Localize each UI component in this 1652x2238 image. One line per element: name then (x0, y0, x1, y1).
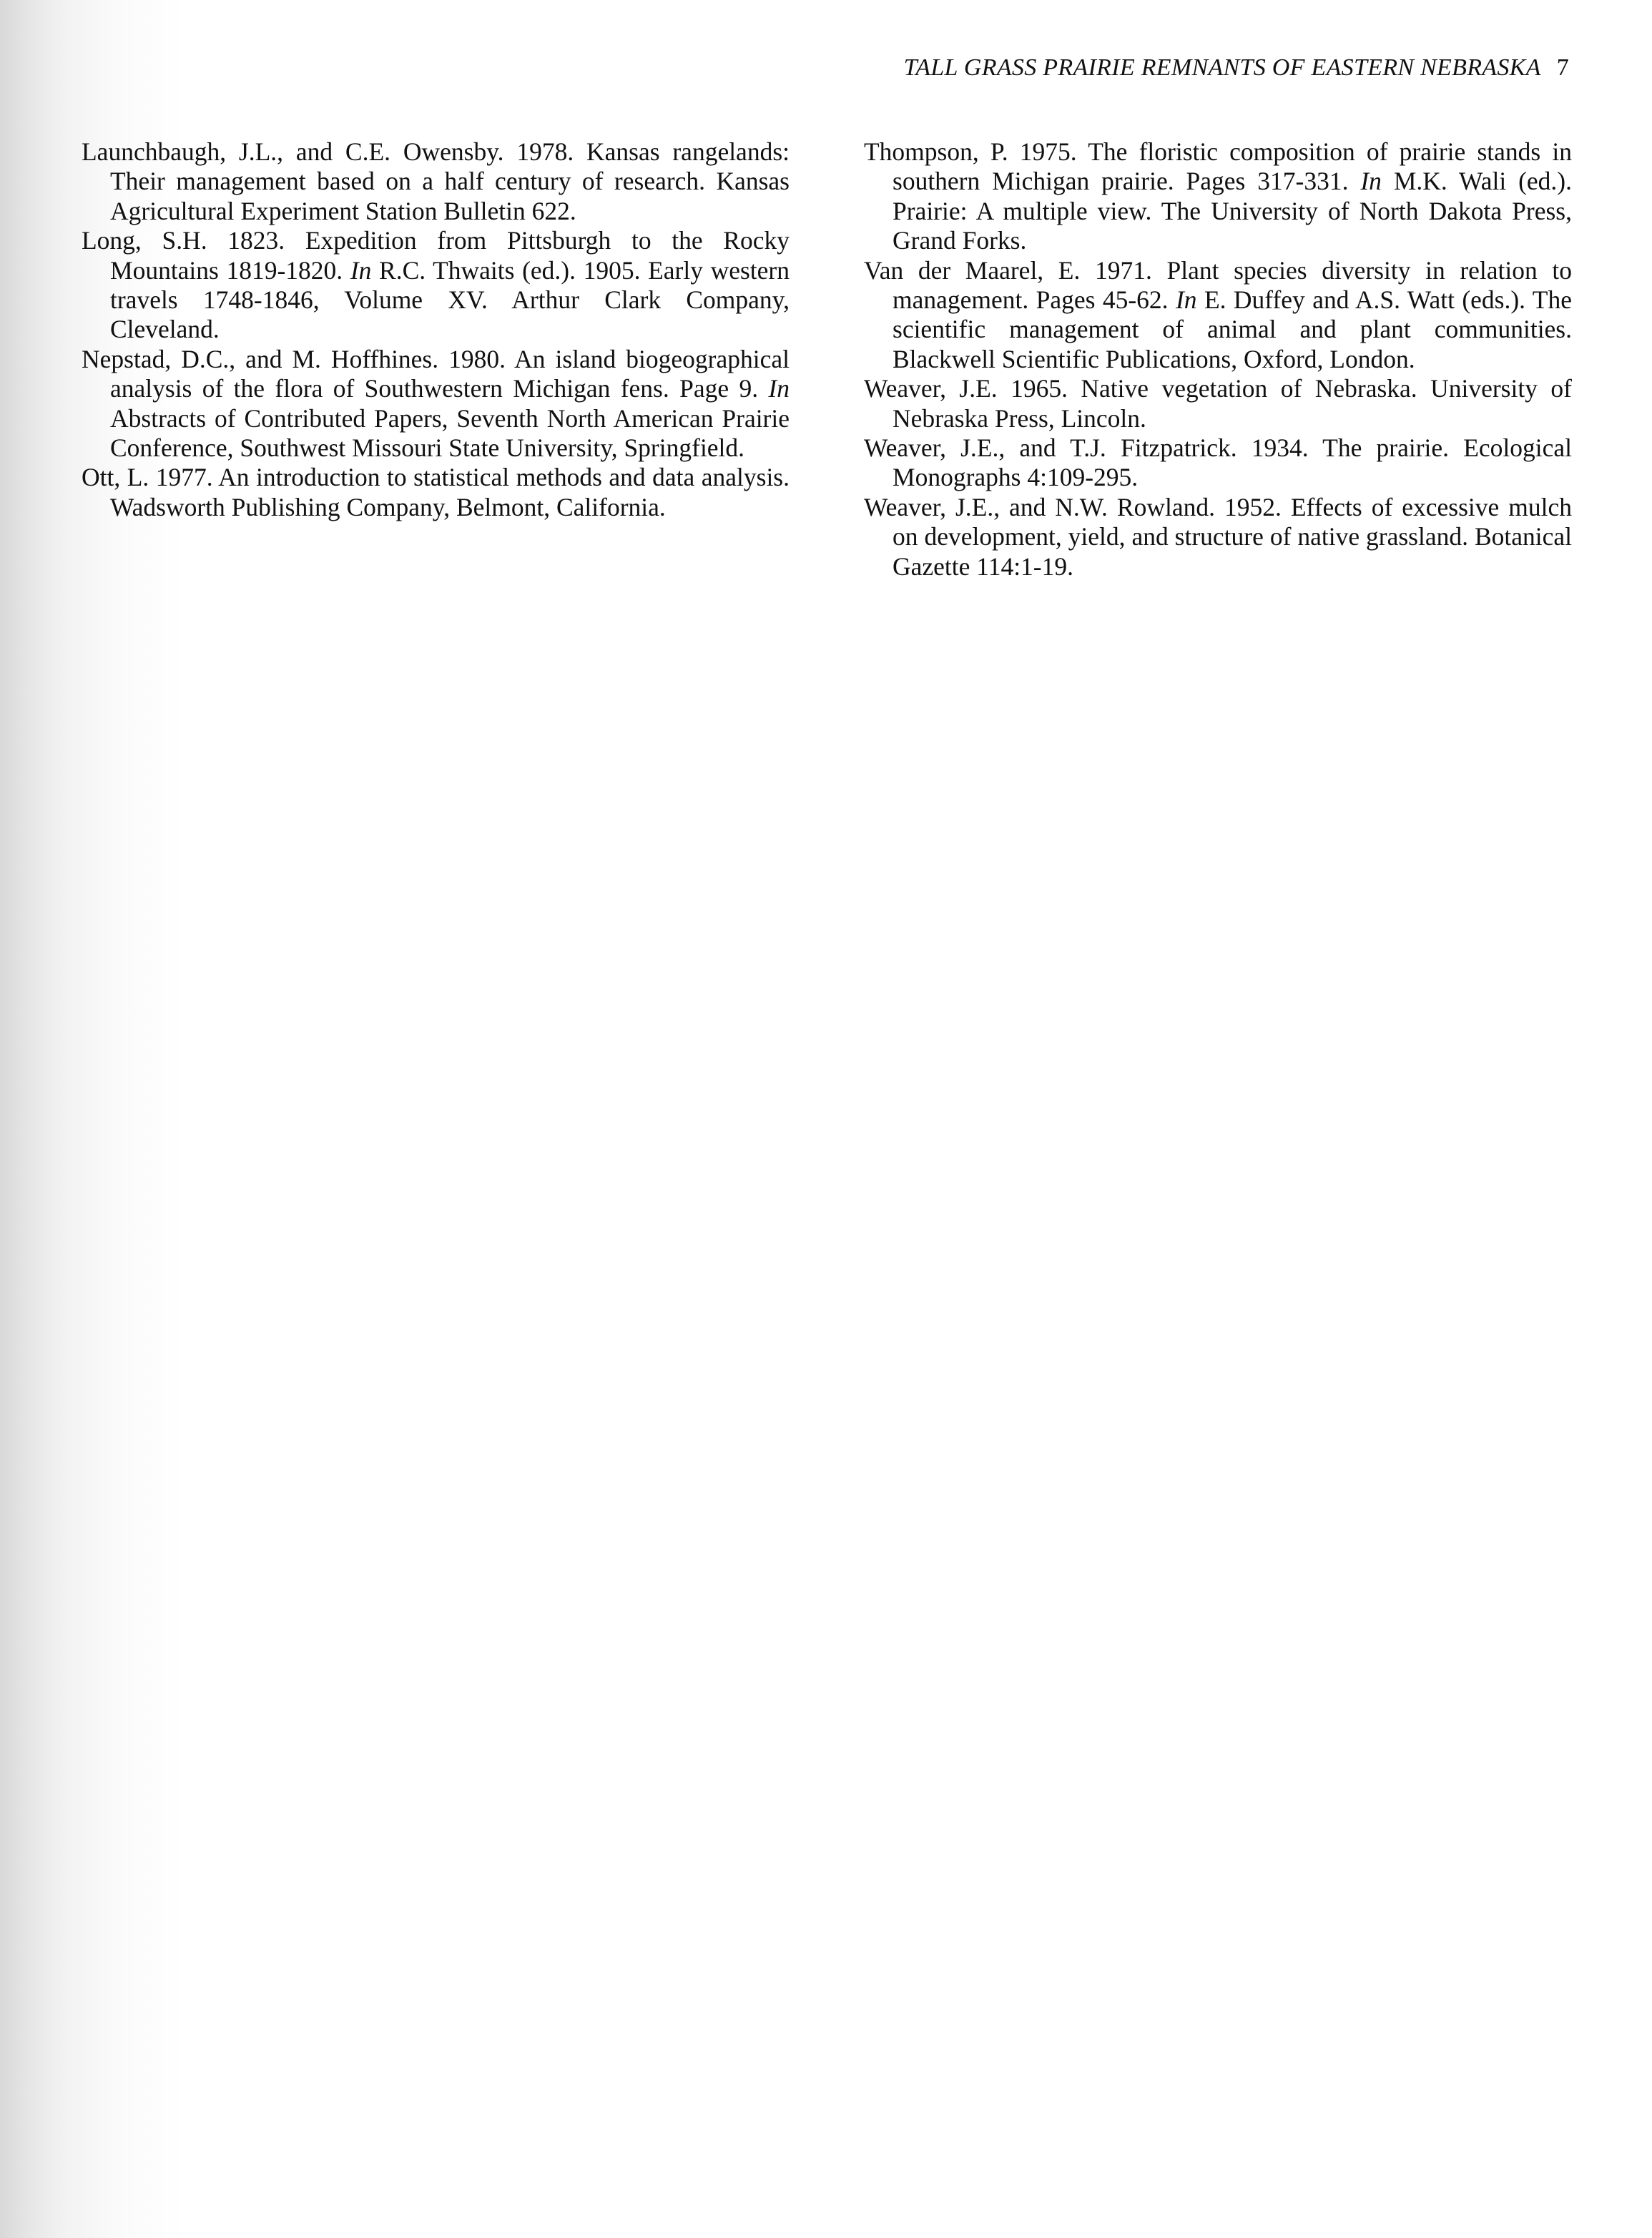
references-column-left (82, 137, 790, 522)
reference-ott: Ott, L. 1977. An introduction to statistical methods and data analysis. Wadsworth Publishing Company, Belmont, California. (82, 463, 790, 521)
reference-nepstad: Nepstad, D.C., and M. Hoffhines. 1980. An island biogeographical analysis of the flora of Southwestern Michigan fens. Page 9. In Abstracts of Contributed Papers, Seventh North American Prairie Conference, Southwest Missouri State University, Springfield. (82, 344, 790, 463)
reference-launchbaugh: Launchbaugh, J.L., and C.E. Owensby. 1978. Kansas rangelands: Their management based on a half century of research. Kansas Agricultural Experiment Station Bulletin 622. (82, 137, 790, 225)
reference-weaver-1965: Weaver, J.E. 1965. Native vegetation of Nebraska. University of Nebraska Press, Lincoln. (864, 374, 1572, 433)
reference-weaver-rowland: Weaver, J.E., and N.W. Rowland. 1952. Effects of excessive mulch on development, yield, and structure of native grassland. Botanical Gazette 114:1-19. (864, 492, 1572, 581)
reference-weaver-fitzpatrick: Weaver, J.E., and T.J. Fitzpatrick. 1934. The prairie. Ecological Monographs 4:109-295. (864, 433, 1572, 492)
reference-long: Long, S.H. 1823. Expedition from Pittsburgh to the Rocky Mountains 1819-1820. In R.C. Thwaits (ed.). 1905. Early western travels 1748-1846, Volume XV. Arthur Clark Company, Cleveland. (82, 226, 790, 344)
running-header (904, 54, 1569, 82)
running-title: TALL GRASS PRAIRIE REMNANTS OF EASTERN NEBRASKA (903, 54, 1541, 81)
page-number: 7 (1556, 54, 1569, 81)
reference-van-der-maarel: Van der Maarel, E. 1971. Plant species diversity in relation to management. Pages 45-62. In E. Duffey and A.S. Watt (eds.). The scientific management of animal and plant communities. Blackwell Scientific Publications, Oxford, London. (864, 255, 1573, 373)
reference-thompson: Thompson, P. 1975. The floristic composition of prairie stands in southern Michigan prairie. Pages 317-331. In M.K. Wali (ed.). Prairie: A multiple view. The University of North Dakota Press, Grand Forks. (864, 137, 1573, 255)
references-column-right (864, 137, 1572, 581)
